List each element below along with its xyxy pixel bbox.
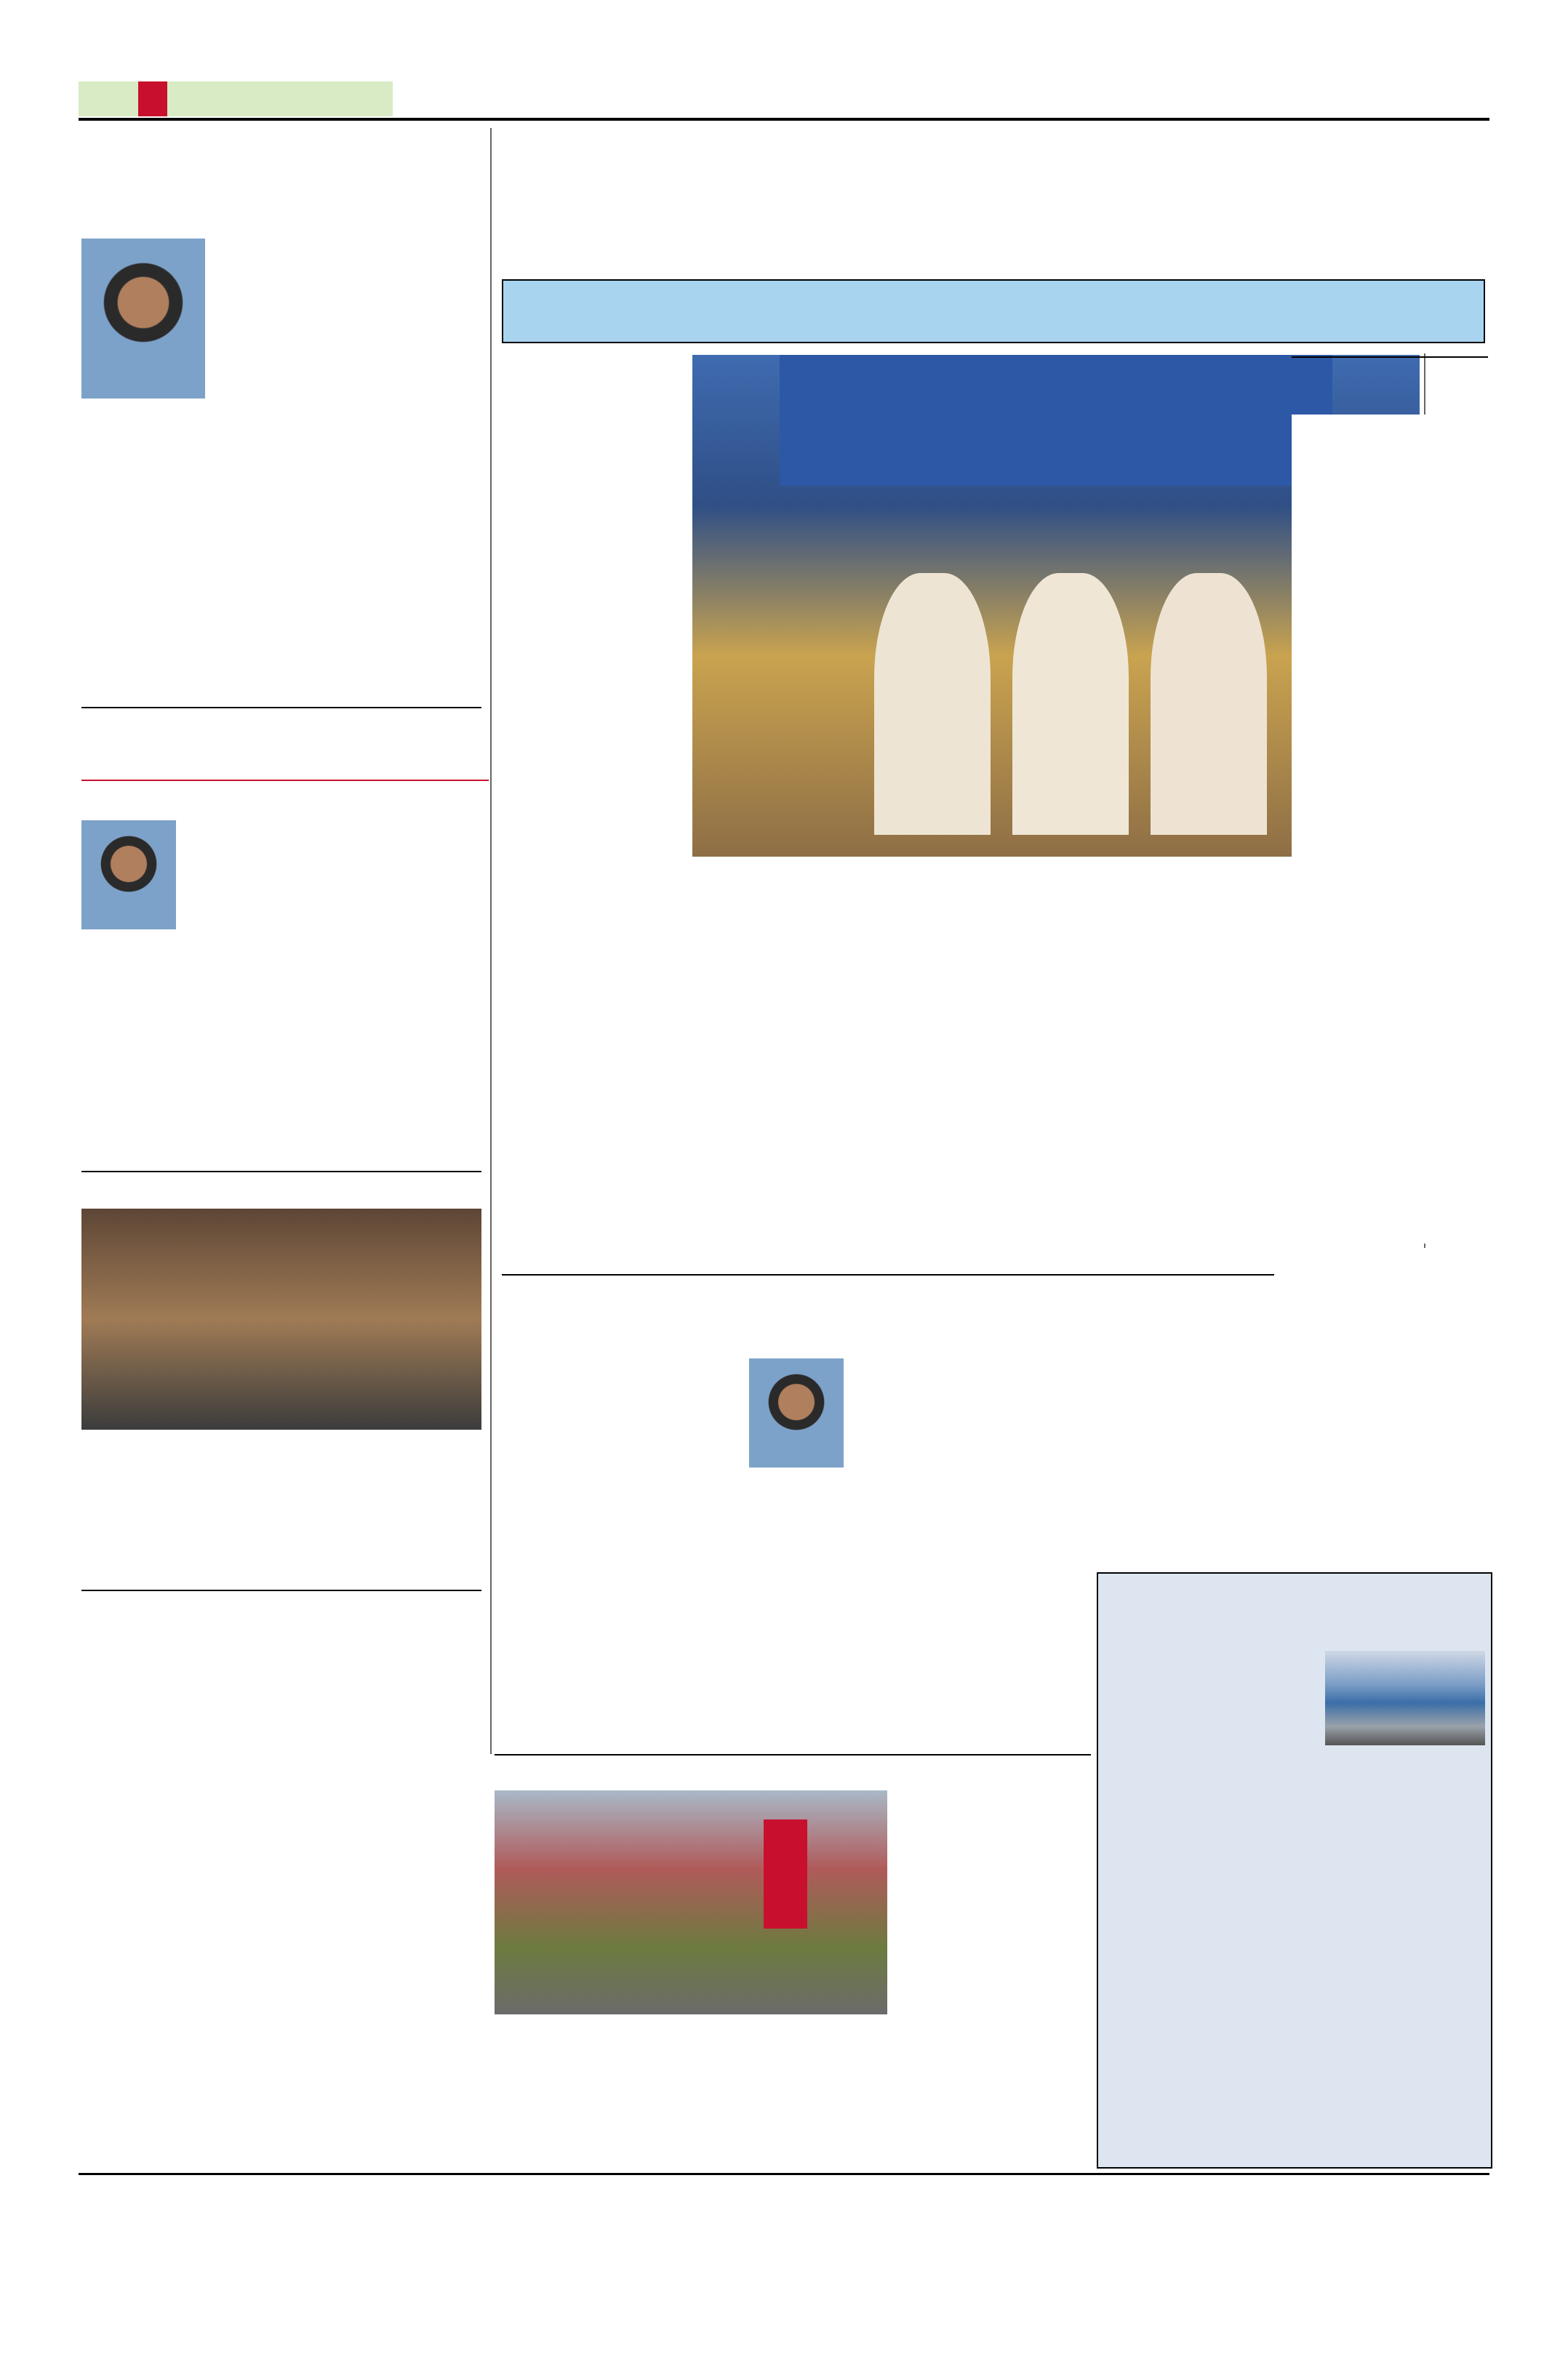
lead-highlights-box [502, 279, 1485, 343]
header-rule [79, 118, 1489, 121]
page-header [79, 81, 1489, 116]
train-body [1103, 1648, 1487, 2164]
temple-pooja-photo [81, 1209, 481, 1430]
section-tab [79, 81, 393, 116]
event-banner [780, 355, 1332, 486]
lead-body-bottom-2 [940, 918, 1180, 1267]
bribe-article-body [81, 1649, 481, 1853]
muda-rule [502, 1274, 1274, 1276]
mayor-article-body [81, 801, 481, 1165]
lead-body-left [502, 353, 687, 1081]
sanman-body [1281, 1274, 1491, 1565]
protest-photo [495, 1790, 887, 2014]
col-divider-left [490, 128, 492, 1754]
muda-body-2 [749, 1472, 989, 1734]
lead-body-bottom-1 [692, 918, 932, 1267]
honoree-1 [874, 573, 991, 835]
protest-body [893, 1789, 1091, 2167]
honoree-3 [1151, 573, 1267, 835]
left-rule-2 [81, 1171, 481, 1172]
protest-sign [764, 1819, 807, 1929]
honoree-2 [1012, 573, 1129, 835]
accused-photo [749, 1358, 844, 1468]
phone-story-body [1292, 415, 1488, 1244]
phone-story-headline [1292, 356, 1488, 358]
pooja-article-body [81, 1437, 481, 1582]
muda-body-1 [502, 1354, 742, 1732]
mayor-kicker [81, 780, 489, 781]
left-rule-3 [81, 1590, 481, 1591]
protest-rule [495, 1754, 1091, 1756]
left-article-body [81, 211, 481, 698]
page-number [138, 81, 167, 116]
bottom-rule [79, 2173, 1489, 2175]
left-rule-1 [81, 707, 481, 708]
